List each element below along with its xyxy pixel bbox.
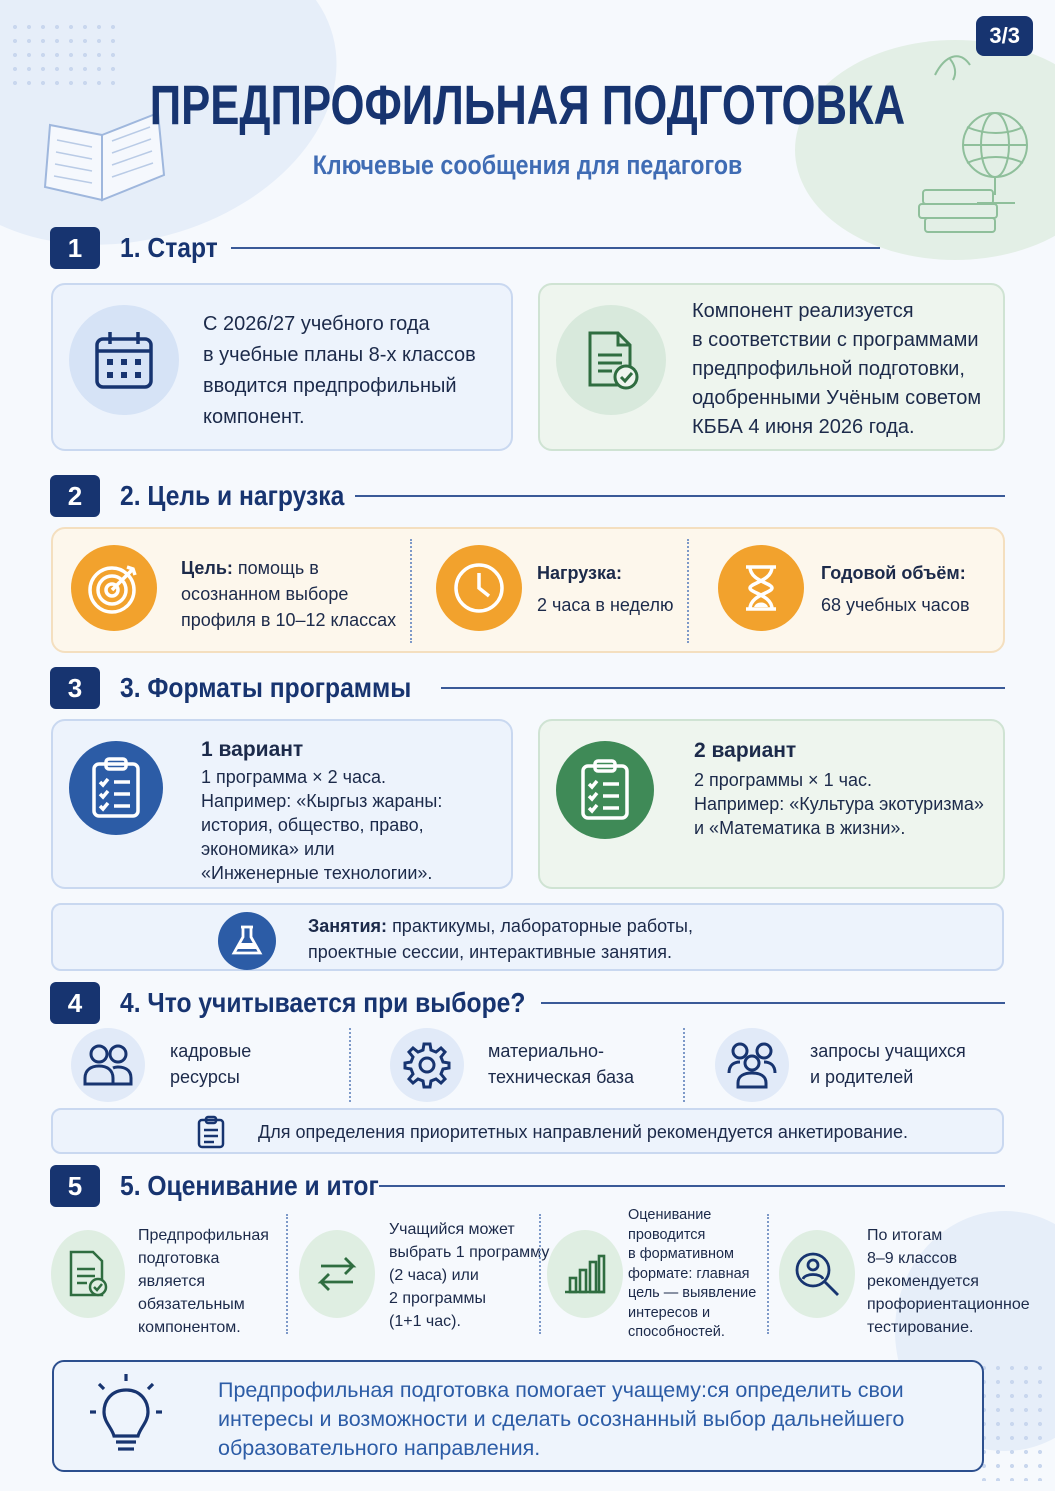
section-title: 5. Оценивание и итог <box>120 1170 379 1201</box>
evaluation-item-testing <box>867 1224 1030 1339</box>
classes-text <box>308 913 693 965</box>
text-line: в формативном <box>628 1246 734 1262</box>
load-text <box>537 557 673 621</box>
goal-card <box>51 527 1005 653</box>
section-header-formats <box>50 666 1005 710</box>
divider <box>349 1028 351 1102</box>
section-divider <box>441 687 1005 689</box>
group-icon <box>715 1028 789 1102</box>
divider <box>410 539 412 643</box>
start-left-text <box>203 309 476 433</box>
divider <box>286 1214 288 1334</box>
text-line: интересов и <box>628 1304 711 1321</box>
target-icon <box>71 545 157 631</box>
text-line: образовательного направления. <box>218 1436 541 1460</box>
variant-2-card <box>538 719 1005 889</box>
text-line: и родителей <box>810 1067 914 1087</box>
search-person-icon <box>779 1230 855 1318</box>
section-title: 2. Цель и нагрузка <box>120 480 345 511</box>
choice-item-base <box>488 1038 634 1090</box>
section-number: 5 <box>50 1165 100 1207</box>
text-line: 2 программы <box>389 1290 486 1307</box>
text-line: помощь в <box>237 558 319 578</box>
divider <box>539 1214 541 1334</box>
annual-value: 68 учебных часов <box>821 595 970 615</box>
start-right-text <box>692 297 981 442</box>
bar-chart-icon <box>547 1230 623 1318</box>
classes-label: Занятия: <box>308 916 388 936</box>
hourglass-icon <box>718 545 804 631</box>
text-line: тестирование. <box>867 1319 974 1336</box>
questionnaire-icon <box>196 1115 226 1149</box>
conclusion-text <box>218 1376 904 1463</box>
text-line: формате: главная <box>628 1265 750 1282</box>
variant-1-title: 1 вариант <box>201 738 304 761</box>
section-divider <box>355 495 1005 497</box>
text-line: материально- <box>488 1041 604 1061</box>
start-card-right <box>538 283 1005 451</box>
choice-item-requests <box>810 1038 966 1090</box>
text-line: КББА 4 июня 2026 года. <box>692 416 915 438</box>
clipboard-icon <box>556 741 654 839</box>
text-line: подготовка <box>138 1250 220 1267</box>
gear-icon <box>390 1028 464 1102</box>
text-line: ресурсы <box>170 1067 240 1087</box>
text-line: кадровые <box>170 1041 252 1061</box>
text-line: вводится предпрофильный <box>203 375 457 397</box>
text-line: 8–9 классов <box>867 1250 958 1267</box>
section-title: 4. Что учитывается при выборе? <box>120 987 526 1018</box>
annual-text <box>821 557 970 621</box>
text-line: запросы учащихся <box>810 1041 966 1061</box>
section-number: 2 <box>50 475 100 517</box>
classes-card <box>51 903 1004 971</box>
section-header-start <box>50 226 880 270</box>
text-line: 2 программы × 1 час. <box>694 770 872 790</box>
section-title: 3. Форматы программы <box>120 672 412 703</box>
variant-2-text <box>694 768 984 840</box>
section-number: 4 <box>50 982 100 1024</box>
section-number: 3 <box>50 667 100 709</box>
text-line: проводится <box>628 1226 706 1243</box>
evaluation-item-mandatory <box>138 1224 269 1339</box>
section-divider <box>541 1002 1005 1004</box>
page-title: ПРЕДПРОФИЛЬНАЯ ПОДГОТОВКА <box>149 73 906 136</box>
page-subtitle: Ключевые сообщения для педагогов <box>312 150 743 180</box>
text-line: обязательным <box>138 1296 245 1313</box>
clock-icon <box>436 545 522 631</box>
text-line: Оценивание <box>628 1207 712 1223</box>
text-line: цель — выявление <box>628 1285 757 1301</box>
text-line: в учебные планы 8-х классов <box>203 344 476 366</box>
text-line: Предпрофильная подготовка помогает учащему:ся определить свои <box>218 1378 904 1402</box>
variant-2-title: 2 вариант <box>694 739 797 762</box>
divider <box>687 539 689 643</box>
section-divider <box>379 1185 1005 1187</box>
text-line: По итогам <box>867 1227 943 1244</box>
divider <box>683 1028 685 1102</box>
document-check-icon <box>556 305 666 415</box>
text-line: Учащийся может <box>389 1221 515 1238</box>
section-header-goal <box>50 474 1005 518</box>
text-line: осознанном выборе <box>181 584 349 604</box>
start-card-left <box>51 283 513 451</box>
text-line: интересы и возможности и сделать осознанный выбор дальнейшего <box>218 1407 905 1431</box>
dot-pattern <box>977 1361 1047 1481</box>
goal-text <box>181 555 396 633</box>
text-line: компонентом. <box>138 1319 241 1336</box>
text-line: профориентационное <box>867 1296 1030 1313</box>
clipboard-icon <box>69 741 163 835</box>
text-line: профиля в 10–12 классах <box>181 610 397 630</box>
text-line: практикумы, лабораторные работы, <box>392 916 693 936</box>
load-label: Нагрузка: <box>537 563 622 583</box>
variant-1-card <box>51 719 513 889</box>
section-divider <box>231 247 880 249</box>
people-icon <box>71 1028 145 1102</box>
questionnaire-card <box>51 1108 1004 1154</box>
text-line: выбрать 1 программу <box>389 1244 550 1261</box>
text-line: в соответствии с программами <box>692 329 979 351</box>
variant-1-text <box>201 765 442 885</box>
dot-pattern <box>8 20 118 90</box>
text-line: одобренными Учёным советом <box>692 387 982 409</box>
text-line: компонент. <box>203 406 305 428</box>
text-line: 1 программа × 2 часа. <box>201 767 387 787</box>
text-line: Предпрофильная <box>138 1227 269 1244</box>
text-line: (2 часа) или <box>389 1267 479 1284</box>
arrows-icon <box>299 1230 375 1318</box>
text-line: Например: «Культура экотуризма» <box>694 794 984 814</box>
calendar-icon <box>69 305 179 415</box>
section-header-evaluation <box>50 1164 1005 1208</box>
goal-label: Цель: <box>181 558 233 578</box>
load-value: 2 часа в неделю <box>537 595 674 615</box>
evaluation-item-choice <box>389 1218 549 1333</box>
page-badge: 3/3 <box>976 16 1033 56</box>
section-header-choice <box>50 981 1005 1025</box>
section-title: 1. Старт <box>120 232 218 263</box>
text-line: экономика» или <box>201 839 335 859</box>
divider <box>767 1214 769 1334</box>
flask-icon <box>218 912 276 970</box>
text-line: предпрофильной подготовки, <box>692 358 965 380</box>
text-line: является <box>138 1273 205 1290</box>
choice-item-staff <box>170 1038 251 1090</box>
annual-label: Годовой объём: <box>821 563 966 583</box>
questionnaire-note: Для определения приоритетных направлений рекомендуется анкетирование. <box>258 1122 908 1142</box>
text-line: способностей. <box>628 1324 725 1340</box>
text-line: и «Математика в жизни». <box>694 818 906 838</box>
text-line: (1+1 час). <box>389 1313 461 1330</box>
document-check-icon <box>51 1230 125 1318</box>
text-line: история, общество, право, <box>201 815 424 835</box>
text-line: проектные сессии, интерактивные занятия. <box>308 942 673 962</box>
evaluation-item-formative <box>628 1206 756 1343</box>
text-line: «Инженерные технологии». <box>201 863 433 883</box>
text-line: техническая база <box>488 1067 635 1087</box>
conclusion-card <box>52 1360 984 1472</box>
text-line: Компонент реализуется <box>692 300 914 322</box>
lightbulb-icon <box>90 1372 162 1458</box>
text-line: С 2026/27 учебного года <box>203 313 430 335</box>
text-line: Например: «Кыргыз жараны: <box>201 791 443 811</box>
text-line: рекомендуется <box>867 1273 979 1290</box>
section-number: 1 <box>50 227 100 269</box>
